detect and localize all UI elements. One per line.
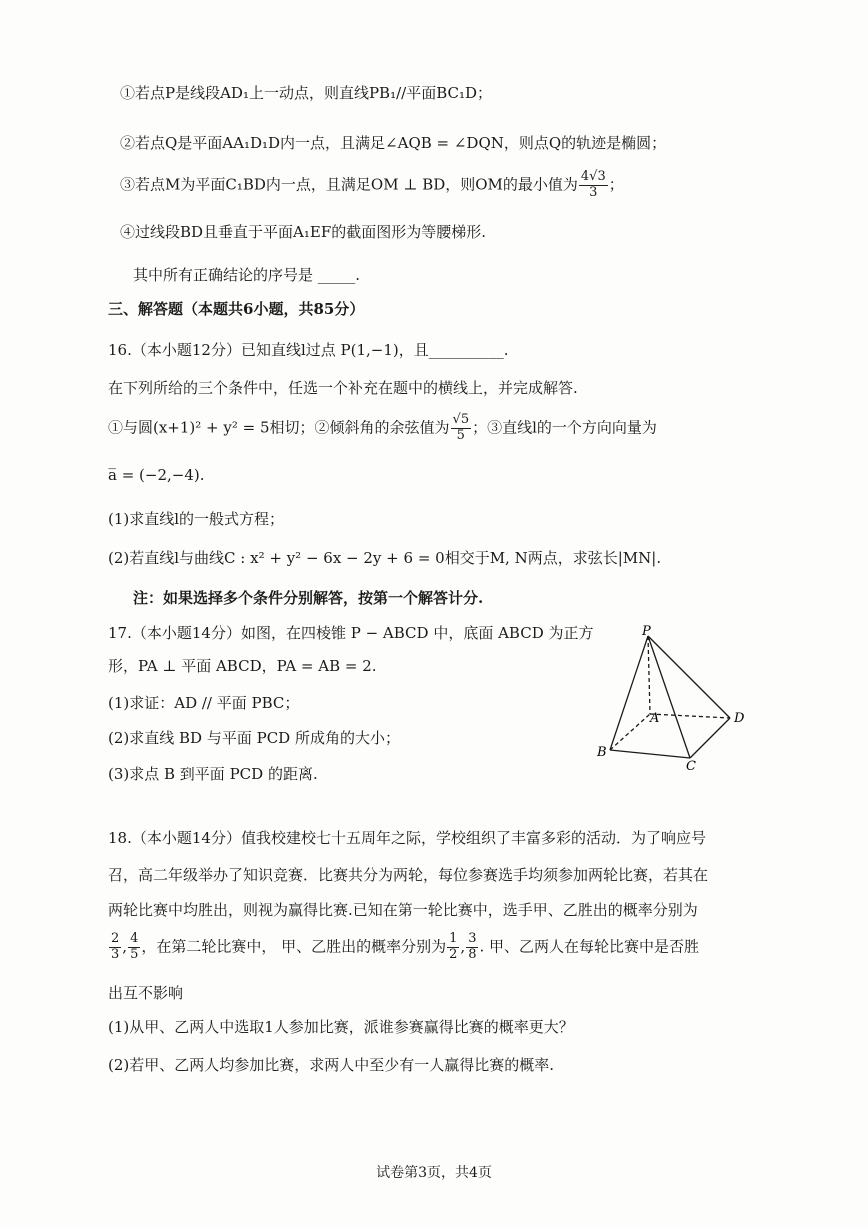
fraction-denominator: 5 xyxy=(456,427,465,443)
vertex-label-C: C xyxy=(686,759,696,772)
q16-intro: 在下列所给的三个条件中，任选一个补充在题中的横线上，并完成解答. xyxy=(108,379,578,397)
fraction-1-over-2 xyxy=(447,932,459,963)
fraction-numerator: 4√3 xyxy=(580,169,606,184)
q15-item-2: ②若点Q是平面AA₁D₁D内一点，且满足∠AQB = ∠DQN，则点Q的轨迹是椭圆； xyxy=(120,134,667,152)
fraction-4-over-5 xyxy=(128,932,140,963)
fraction-numerator: 1 xyxy=(449,931,458,946)
fraction-numerator: 4 xyxy=(130,931,139,946)
q16-cond-a: ①与圆(x+1)² + y² = 5相切；②倾斜角的余弦值为 xyxy=(108,418,450,437)
pyramid-figure xyxy=(590,622,760,772)
q16-part-1: (1)求直线l的一般式方程； xyxy=(108,510,285,528)
edge-AD xyxy=(650,714,730,718)
q16-cond-b: ；③直线l的一个方向向量为 xyxy=(472,418,657,437)
q15-item-3-end: ； xyxy=(608,175,624,194)
q16-note: 注：如果选择多个条件分别解答，按第一个解答计分. xyxy=(133,589,484,607)
q17-head-2: 形，PA ⊥ 平面 ABCD，PA = AB = 2. xyxy=(108,657,377,675)
vertex-label-A: A xyxy=(650,711,660,726)
q15-blank: 其中所有正确结论的序号是 _____. xyxy=(133,266,361,284)
fraction-numerator: √5 xyxy=(452,412,470,427)
fraction-numerator: 3 xyxy=(468,931,477,946)
edge-PC xyxy=(648,636,690,758)
q17-part-3: (3)求点 B 到平面 PCD 的距离. xyxy=(108,765,318,783)
edge-CD xyxy=(690,718,730,758)
q16-part-2: (2)若直线l与曲线C : x² + y² − 6x − 2y + 6 = 0相交于M, N两点，求弦长|MN|. xyxy=(108,549,662,567)
q16-vector: a̅ = (−2,−4). xyxy=(108,466,205,484)
section-heading: 三、解答题（本题共6小题，共85分） xyxy=(108,300,365,318)
q17-part-2: (2)求直线 BD 与平面 PCD 所成角的大小； xyxy=(108,729,400,747)
fraction-denominator: 3 xyxy=(589,184,598,200)
edge-PB xyxy=(610,636,648,750)
edge-BC xyxy=(610,750,690,758)
q15-item-3-text: ③若点M为平面C₁BD内一点，且满足OM ⊥ BD，则OM的最小值为 xyxy=(120,175,578,194)
page-footer: 试卷第3页，共4页 xyxy=(376,1165,492,1181)
q18-line-2: 召，高二年级举办了知识竞赛．比赛共分为两轮，每位参赛选手均须参加两轮比赛，若其在 xyxy=(108,866,709,884)
q15-item-1: ①若点P是线段AD₁上一动点，则直线PB₁//平面BC₁D； xyxy=(120,84,493,102)
q16-head: 16.（本小题12分）已知直线l过点 P(1,−1)，且__________. xyxy=(108,341,509,359)
edge-PA xyxy=(648,636,650,714)
q17-head: 17.（本小题14分）如图，在四棱锥 P − ABCD 中，底面 ABCD 为正方 xyxy=(108,624,594,642)
fraction-denominator: 5 xyxy=(130,946,139,962)
vertex-label-D: D xyxy=(734,711,745,726)
q17-part-1: (1)求证：AD // 平面 PBC； xyxy=(108,694,300,712)
vertex-label-B: B xyxy=(597,745,607,760)
q18-line-1: 18.（本小题14分）值我校建校七十五周年之际，学校组织了丰富多彩的活动．为了响应号 xyxy=(108,829,706,847)
q18-line-4-mid: ，在第二轮比赛中， 甲、乙胜出的概率分别为 xyxy=(141,937,447,956)
q18-part-2: (2)若甲、乙两人均参加比赛，求两人中至少有一人赢得比赛的概率. xyxy=(108,1056,555,1074)
fraction-denominator: 2 xyxy=(449,946,458,962)
q15-item-4: ④过线段BD且垂直于平面A₁EF的截面图形为等腰梯形. xyxy=(120,223,487,241)
q16-conditions xyxy=(108,413,657,444)
fraction-3-over-8 xyxy=(466,932,478,963)
q18-line-4-end: . 甲、乙两人在每轮比赛中是否胜 xyxy=(479,937,700,956)
q18-line-5: 出互不影响 xyxy=(108,984,184,1002)
fraction-numerator: 2 xyxy=(111,931,120,946)
vertex-label-P: P xyxy=(642,624,651,639)
q18-line-3: 两轮比赛中均胜出，则视为赢得比赛.已知在第一轮比赛中，选手甲、乙胜出的概率分别为 xyxy=(108,901,698,919)
q15-item-3 xyxy=(120,170,624,201)
fraction-root5-over-5 xyxy=(451,413,472,444)
q18-line-4: $\frac{2}{3}$ , $\frac{4}{5}$ ，在第二轮比赛中， 甲、乙胜出的概率分别为 $\frac{1}{2}$ , $\frac{3}{8}$ . 甲、乙两人在每轮比赛中是否胜 xyxy=(111,931,700,962)
fraction-4root3-over-3 xyxy=(579,170,608,201)
fraction-2-over-3 xyxy=(109,932,121,963)
fraction-denominator: 3 xyxy=(111,946,120,962)
edge-PD xyxy=(648,636,730,718)
fraction-denominator: 8 xyxy=(468,946,477,962)
q18-part-1: (1)从甲、乙两人中选取1人参加比赛，派谁参赛赢得比赛的概率更大？ xyxy=(108,1018,574,1036)
